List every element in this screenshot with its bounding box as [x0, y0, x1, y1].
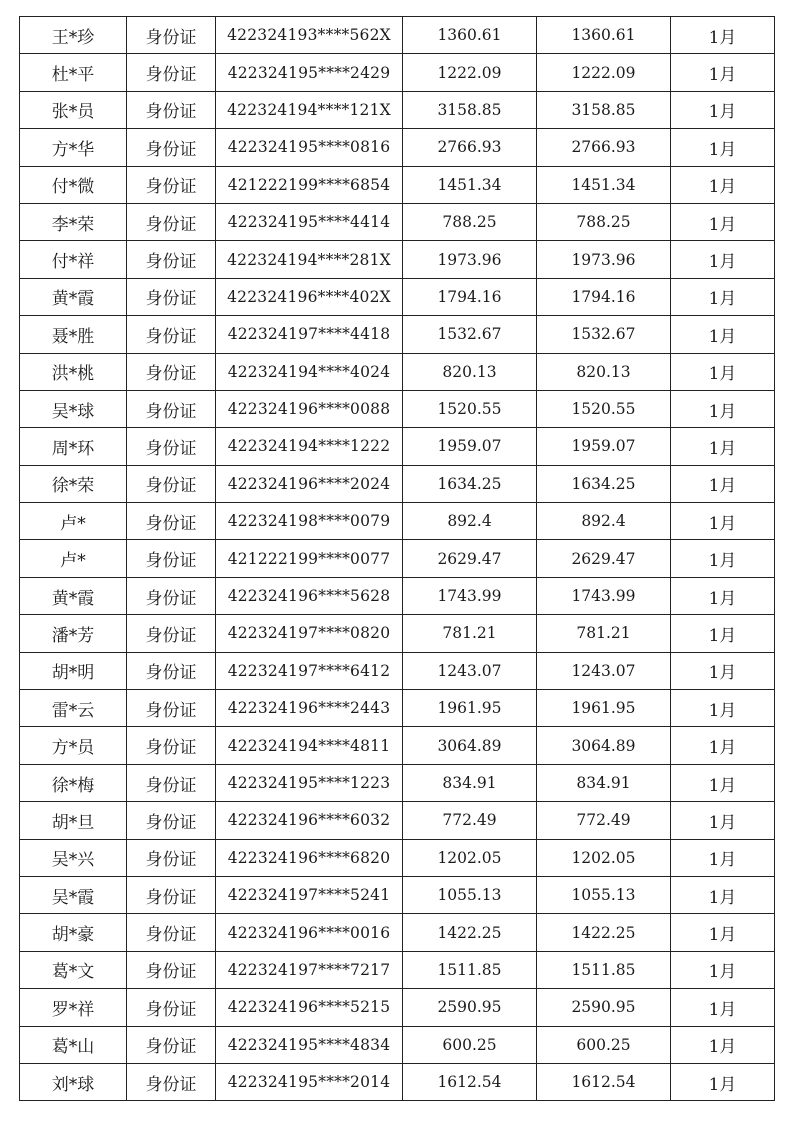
table-row — [20, 914, 775, 951]
cell-amount-paid: 600.25 — [537, 1026, 671, 1063]
cell-id-type: 身份证 — [127, 839, 216, 876]
table-row — [20, 727, 775, 764]
table-row — [20, 503, 775, 540]
cell-name: 潘*芳 — [20, 615, 127, 652]
cell-month: 1月 — [671, 278, 775, 315]
cell-month: 1月 — [671, 839, 775, 876]
cell-name: 卢* — [20, 503, 127, 540]
table-row — [20, 839, 775, 876]
cell-amount: 1360.61 — [403, 17, 537, 54]
cell-id-type: 身份证 — [127, 54, 216, 91]
cell-id-type: 身份证 — [127, 166, 216, 203]
cell-id-type: 身份证 — [127, 615, 216, 652]
cell-id-number: 422324197****5241 — [216, 876, 403, 913]
cell-amount-paid: 3064.89 — [537, 727, 671, 764]
cell-amount: 1222.09 — [403, 54, 537, 91]
cell-month: 1月 — [671, 316, 775, 353]
cell-name: 洪*桃 — [20, 353, 127, 390]
cell-month: 1月 — [671, 540, 775, 577]
cell-name: 王*珍 — [20, 17, 127, 54]
cell-amount: 2629.47 — [403, 540, 537, 577]
document-page — [19, 16, 775, 1101]
cell-amount-paid: 820.13 — [537, 353, 671, 390]
cell-amount-paid: 1794.16 — [537, 278, 671, 315]
cell-id-number: 422324197****7217 — [216, 951, 403, 988]
cell-id-number: 421222199****0077 — [216, 540, 403, 577]
table-row — [20, 652, 775, 689]
cell-amount-paid: 2766.93 — [537, 129, 671, 166]
cell-id-number: 421222199****6854 — [216, 166, 403, 203]
table-row — [20, 951, 775, 988]
table-row — [20, 615, 775, 652]
cell-name: 吴*兴 — [20, 839, 127, 876]
table-row — [20, 390, 775, 427]
cell-amount-paid: 788.25 — [537, 203, 671, 240]
table-row — [20, 17, 775, 54]
cell-amount: 600.25 — [403, 1026, 537, 1063]
cell-month: 1月 — [671, 615, 775, 652]
cell-amount: 1511.85 — [403, 951, 537, 988]
cell-month: 1月 — [671, 129, 775, 166]
cell-name: 聂*胜 — [20, 316, 127, 353]
cell-amount: 1422.25 — [403, 914, 537, 951]
cell-id-type: 身份证 — [127, 727, 216, 764]
cell-month: 1月 — [671, 353, 775, 390]
cell-id-number: 422324193****562X — [216, 17, 403, 54]
table-row — [20, 989, 775, 1026]
cell-id-type: 身份证 — [127, 203, 216, 240]
cell-id-type: 身份证 — [127, 390, 216, 427]
table-row — [20, 540, 775, 577]
cell-id-number: 422324195****4414 — [216, 203, 403, 240]
cell-id-type: 身份证 — [127, 17, 216, 54]
cell-name: 胡*旦 — [20, 802, 127, 839]
cell-amount-paid: 1520.55 — [537, 390, 671, 427]
cell-name: 葛*山 — [20, 1026, 127, 1063]
cell-amount-paid: 1959.07 — [537, 428, 671, 465]
cell-amount: 1634.25 — [403, 465, 537, 502]
cell-name: 杜*平 — [20, 54, 127, 91]
cell-amount: 3064.89 — [403, 727, 537, 764]
cell-name: 刘*球 — [20, 1063, 127, 1100]
cell-month: 1月 — [671, 802, 775, 839]
cell-name: 张*员 — [20, 91, 127, 128]
cell-amount: 834.91 — [403, 764, 537, 801]
cell-id-type: 身份证 — [127, 951, 216, 988]
cell-month: 1月 — [671, 91, 775, 128]
table-row — [20, 1026, 775, 1063]
cell-id-type: 身份证 — [127, 241, 216, 278]
cell-id-type: 身份证 — [127, 91, 216, 128]
cell-id-type: 身份证 — [127, 278, 216, 315]
cell-id-number: 422324195****0816 — [216, 129, 403, 166]
cell-name: 徐*荣 — [20, 465, 127, 502]
cell-month: 1月 — [671, 503, 775, 540]
cell-name: 胡*豪 — [20, 914, 127, 951]
cell-month: 1月 — [671, 17, 775, 54]
cell-amount-paid: 1973.96 — [537, 241, 671, 278]
cell-amount: 1243.07 — [403, 652, 537, 689]
cell-amount-paid: 1055.13 — [537, 876, 671, 913]
cell-id-number: 422324195****2014 — [216, 1063, 403, 1100]
cell-id-type: 身份证 — [127, 690, 216, 727]
cell-id-type: 身份证 — [127, 353, 216, 390]
cell-month: 1月 — [671, 203, 775, 240]
cell-amount: 1520.55 — [403, 390, 537, 427]
cell-amount-paid: 1634.25 — [537, 465, 671, 502]
cell-id-type: 身份证 — [127, 428, 216, 465]
cell-name: 吴*霞 — [20, 876, 127, 913]
cell-id-number: 422324194****4811 — [216, 727, 403, 764]
cell-amount-paid: 781.21 — [537, 615, 671, 652]
cell-amount-paid: 1612.54 — [537, 1063, 671, 1100]
cell-id-type: 身份证 — [127, 465, 216, 502]
cell-id-number: 422324196****5628 — [216, 577, 403, 614]
table-row — [20, 91, 775, 128]
cell-amount: 1532.67 — [403, 316, 537, 353]
cell-id-number: 422324196****5215 — [216, 989, 403, 1026]
cell-id-number: 422324196****6820 — [216, 839, 403, 876]
cell-amount-paid: 1222.09 — [537, 54, 671, 91]
table-row — [20, 428, 775, 465]
cell-amount-paid: 1422.25 — [537, 914, 671, 951]
cell-month: 1月 — [671, 652, 775, 689]
cell-amount-paid: 3158.85 — [537, 91, 671, 128]
cell-month: 1月 — [671, 1063, 775, 1100]
cell-amount-paid: 1743.99 — [537, 577, 671, 614]
cell-month: 1月 — [671, 166, 775, 203]
cell-id-type: 身份证 — [127, 1063, 216, 1100]
cell-amount: 1451.34 — [403, 166, 537, 203]
cell-month: 1月 — [671, 989, 775, 1026]
cell-id-type: 身份证 — [127, 914, 216, 951]
cell-amount-paid: 834.91 — [537, 764, 671, 801]
cell-id-number: 422324196****0016 — [216, 914, 403, 951]
cell-id-type: 身份证 — [127, 764, 216, 801]
cell-id-number: 422324194****1222 — [216, 428, 403, 465]
cell-id-number: 422324196****2443 — [216, 690, 403, 727]
cell-id-type: 身份证 — [127, 802, 216, 839]
cell-id-type: 身份证 — [127, 540, 216, 577]
cell-month: 1月 — [671, 876, 775, 913]
cell-id-number: 422324198****0079 — [216, 503, 403, 540]
cell-amount: 2766.93 — [403, 129, 537, 166]
cell-id-type: 身份证 — [127, 989, 216, 1026]
cell-month: 1月 — [671, 428, 775, 465]
table-row — [20, 465, 775, 502]
table-row — [20, 241, 775, 278]
cell-month: 1月 — [671, 764, 775, 801]
cell-name: 周*环 — [20, 428, 127, 465]
cell-amount: 1961.95 — [403, 690, 537, 727]
cell-name: 方*华 — [20, 129, 127, 166]
cell-id-number: 422324197****6412 — [216, 652, 403, 689]
cell-amount: 3158.85 — [403, 91, 537, 128]
cell-id-number: 422324194****4024 — [216, 353, 403, 390]
cell-id-type: 身份证 — [127, 316, 216, 353]
cell-month: 1月 — [671, 951, 775, 988]
cell-amount: 781.21 — [403, 615, 537, 652]
cell-id-number: 422324194****121X — [216, 91, 403, 128]
cell-month: 1月 — [671, 54, 775, 91]
cell-id-number: 422324194****281X — [216, 241, 403, 278]
table-row — [20, 690, 775, 727]
cell-amount-paid: 1532.67 — [537, 316, 671, 353]
cell-amount-paid: 1511.85 — [537, 951, 671, 988]
cell-amount: 820.13 — [403, 353, 537, 390]
cell-name: 胡*明 — [20, 652, 127, 689]
table-row — [20, 876, 775, 913]
table-row — [20, 353, 775, 390]
cell-name: 卢* — [20, 540, 127, 577]
roster-table — [19, 16, 775, 1101]
cell-id-type: 身份证 — [127, 129, 216, 166]
cell-name: 雷*云 — [20, 690, 127, 727]
cell-amount-paid: 2629.47 — [537, 540, 671, 577]
cell-id-type: 身份证 — [127, 652, 216, 689]
table-row — [20, 802, 775, 839]
cell-amount-paid: 1202.05 — [537, 839, 671, 876]
cell-id-type: 身份证 — [127, 876, 216, 913]
cell-amount-paid: 1243.07 — [537, 652, 671, 689]
cell-month: 1月 — [671, 390, 775, 427]
cell-amount-paid: 892.4 — [537, 503, 671, 540]
cell-amount: 1055.13 — [403, 876, 537, 913]
cell-name: 吴*球 — [20, 390, 127, 427]
cell-amount-paid: 1451.34 — [537, 166, 671, 203]
cell-amount-paid: 772.49 — [537, 802, 671, 839]
cell-id-type: 身份证 — [127, 577, 216, 614]
cell-amount: 892.4 — [403, 503, 537, 540]
cell-amount: 2590.95 — [403, 989, 537, 1026]
cell-name: 方*员 — [20, 727, 127, 764]
cell-amount: 1959.07 — [403, 428, 537, 465]
cell-amount-paid: 1360.61 — [537, 17, 671, 54]
table-row — [20, 129, 775, 166]
cell-id-number: 422324196****2024 — [216, 465, 403, 502]
table-row — [20, 166, 775, 203]
cell-month: 1月 — [671, 727, 775, 764]
cell-id-type: 身份证 — [127, 1026, 216, 1063]
cell-name: 黄*霞 — [20, 577, 127, 614]
cell-name: 罗*祥 — [20, 989, 127, 1026]
cell-id-number: 422324196****0088 — [216, 390, 403, 427]
cell-month: 1月 — [671, 577, 775, 614]
cell-amount: 1973.96 — [403, 241, 537, 278]
cell-month: 1月 — [671, 241, 775, 278]
cell-id-number: 422324195****1223 — [216, 764, 403, 801]
cell-id-number: 422324197****0820 — [216, 615, 403, 652]
cell-amount: 1612.54 — [403, 1063, 537, 1100]
roster-table-body — [20, 17, 775, 1101]
table-row — [20, 316, 775, 353]
table-row — [20, 577, 775, 614]
cell-month: 1月 — [671, 690, 775, 727]
table-row — [20, 278, 775, 315]
cell-name: 黄*霞 — [20, 278, 127, 315]
cell-name: 付*微 — [20, 166, 127, 203]
cell-name: 徐*梅 — [20, 764, 127, 801]
cell-amount-paid: 2590.95 — [537, 989, 671, 1026]
cell-amount: 1794.16 — [403, 278, 537, 315]
cell-name: 葛*文 — [20, 951, 127, 988]
cell-name: 付*祥 — [20, 241, 127, 278]
cell-month: 1月 — [671, 914, 775, 951]
cell-id-number: 422324197****4418 — [216, 316, 403, 353]
cell-amount-paid: 1961.95 — [537, 690, 671, 727]
table-row — [20, 54, 775, 91]
table-row — [20, 1063, 775, 1100]
cell-amount: 1202.05 — [403, 839, 537, 876]
cell-id-number: 422324196****402X — [216, 278, 403, 315]
cell-amount: 1743.99 — [403, 577, 537, 614]
table-row — [20, 764, 775, 801]
cell-id-type: 身份证 — [127, 503, 216, 540]
cell-month: 1月 — [671, 1026, 775, 1063]
cell-amount: 772.49 — [403, 802, 537, 839]
cell-id-number: 422324195****2429 — [216, 54, 403, 91]
table-row — [20, 203, 775, 240]
cell-month: 1月 — [671, 465, 775, 502]
cell-id-number: 422324196****6032 — [216, 802, 403, 839]
cell-id-number: 422324195****4834 — [216, 1026, 403, 1063]
cell-name: 李*荣 — [20, 203, 127, 240]
cell-amount: 788.25 — [403, 203, 537, 240]
